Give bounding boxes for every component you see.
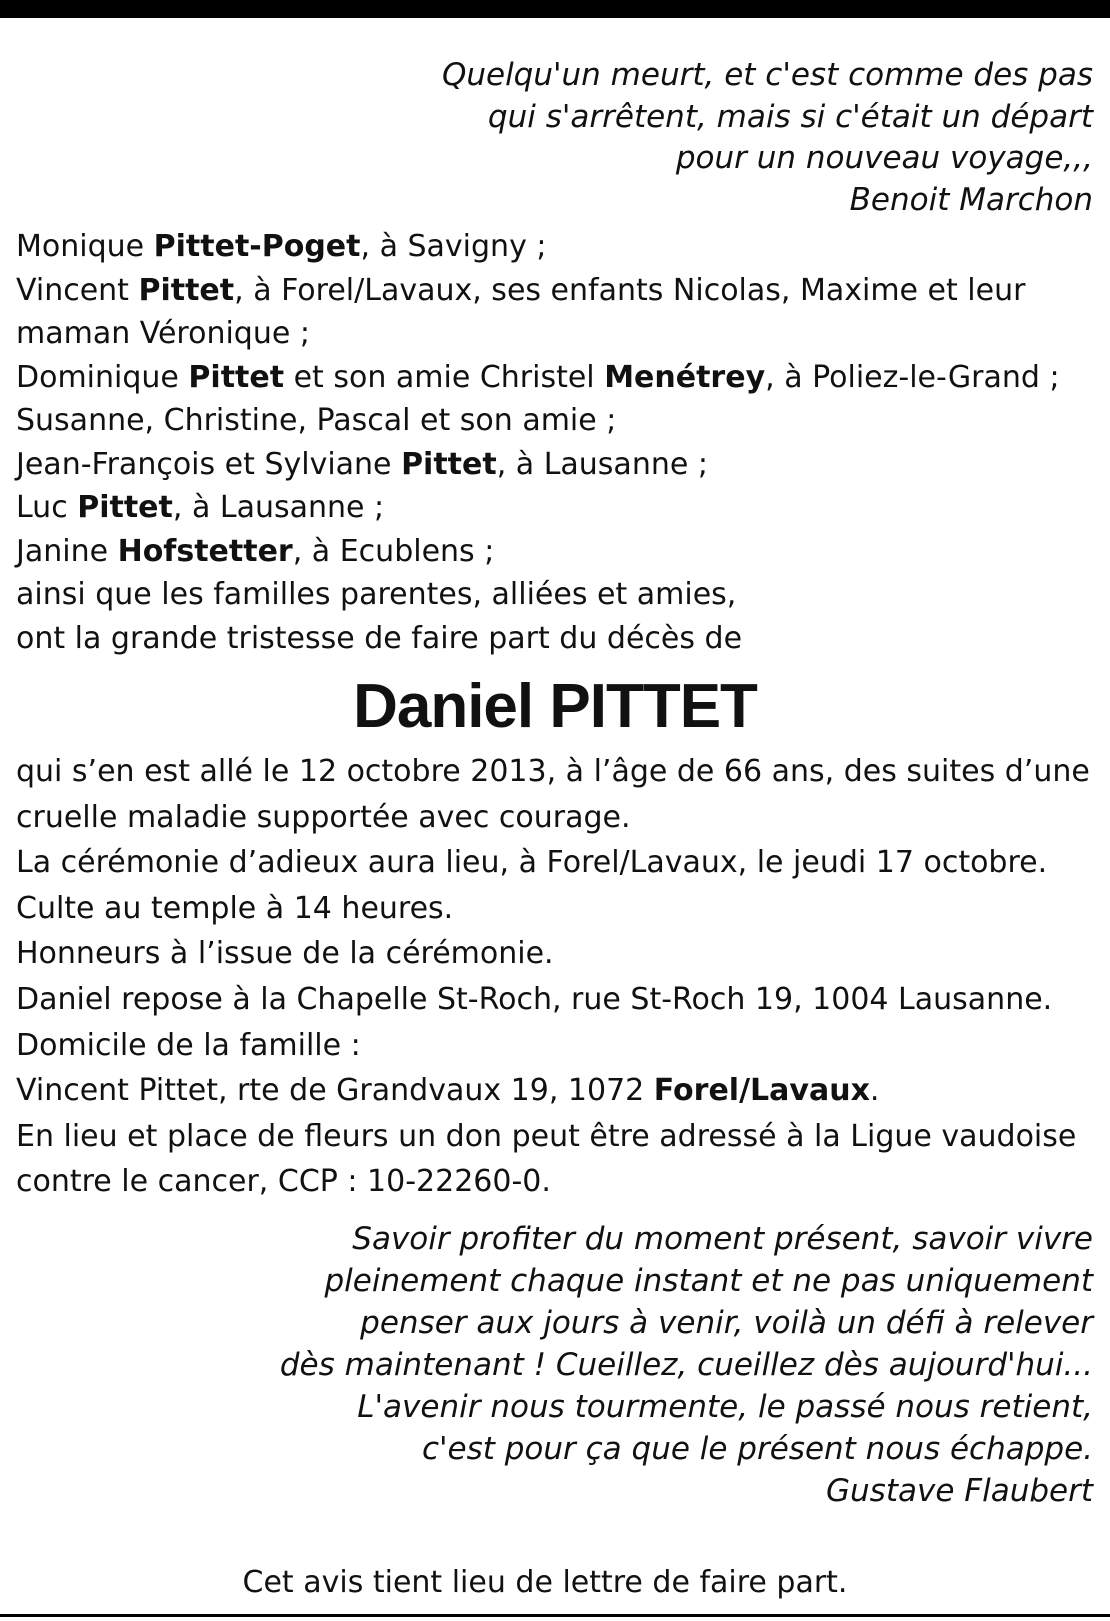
- text: , à Lausanne ;: [172, 490, 385, 525]
- text: Luc: [16, 490, 78, 525]
- text: , à Forel/Lavaux, ses enfants Nicolas, Maxime et leur: [234, 272, 1026, 308]
- text: .: [869, 1073, 880, 1109]
- text: Dominique: [16, 359, 189, 395]
- text: Jean-François et Sylviane: [16, 446, 402, 482]
- family-line: [16, 225, 1060, 269]
- family-list: [16, 225, 1060, 660]
- family-line: [16, 356, 1060, 400]
- family-line: [16, 399, 1060, 443]
- body-line: contre le cancer, CCP : 10-22260-0.: [16, 1164, 551, 1200]
- surname: Menétrey: [604, 359, 766, 395]
- quote-author: Gustave Flaubert: [826, 1473, 1093, 1509]
- bottom-border: [0, 1614, 1110, 1617]
- surname: Pittet: [188, 359, 285, 395]
- family-line: [16, 312, 1060, 356]
- deceased-name: Daniel PITTET: [353, 672, 757, 741]
- surname: Pittet: [138, 272, 235, 308]
- surname: Pittet: [401, 446, 497, 482]
- text: Janine: [16, 533, 118, 569]
- family-line: [16, 617, 1060, 661]
- opening-quote: [442, 55, 1093, 221]
- text: ainsi que les familles parentes, alliées et amies,: [16, 577, 737, 612]
- text: , à Lausanne ;: [496, 446, 708, 482]
- text: , à Ecublens ;: [292, 533, 495, 569]
- quote-line: pleinement chaque instant et ne pas uniquement: [324, 1263, 1093, 1299]
- text: ont la grande tristesse de faire part du décès de: [16, 620, 743, 656]
- quote-line: c'est pour ça que le présent nous échappe.: [421, 1431, 1093, 1467]
- body-line: [16, 1068, 1090, 1114]
- body-line: Culte au temple à 14 heures.: [16, 890, 454, 926]
- surname: Pittet-Poget: [153, 229, 361, 264]
- text: Monique: [16, 229, 154, 264]
- announcement-body: [16, 749, 1090, 1205]
- quote-line: penser aux jours à venir, voilà un défi à relever: [360, 1305, 1093, 1341]
- body-line: qui s’en est allé le 12 octobre 2013, à l’âge de 66 ans, des suites d’une: [16, 754, 1090, 789]
- surname: Hofstetter: [117, 533, 293, 569]
- text: et son amie Christel: [284, 359, 605, 395]
- family-line: [16, 486, 1060, 530]
- body-line: Daniel repose à la Chapelle St-Roch, rue St-Roch 19, 1004 Lausanne.: [16, 981, 1053, 1017]
- surname: Pittet: [77, 490, 173, 525]
- family-line: [16, 530, 1060, 574]
- family-line: [16, 573, 1060, 617]
- body-line: cruelle maladie supportée avec courage.: [16, 799, 631, 835]
- top-border: [0, 0, 1110, 18]
- body-line: Domicile de la famille :: [16, 1027, 361, 1063]
- quote-line: L'avenir nous tourmente, le passé nous retient,: [357, 1389, 1093, 1425]
- quote-line: Savoir profiter du moment présent, savoir vivre: [352, 1221, 1093, 1257]
- quote-line: dès maintenant ! Cueillez, cueillez dès aujourd'hui...: [279, 1347, 1093, 1383]
- quote-author: Benoit Marchon: [849, 181, 1093, 218]
- text: Vincent Pittet, rte de Grandvaux 19, 1072: [16, 1073, 654, 1109]
- text: , à Savigny ;: [360, 229, 547, 264]
- quote-line: pour un nouveau voyage,,,: [675, 140, 1093, 176]
- text: Susanne, Christine, Pascal et son amie ;: [16, 403, 617, 438]
- quote-line: Quelqu'un meurt, et c'est comme des pas: [441, 57, 1093, 93]
- text: Vincent: [16, 272, 139, 308]
- text: , à Poliez-le-Grand ;: [765, 359, 1060, 395]
- text: maman Véronique ;: [16, 316, 310, 351]
- family-line: [16, 269, 1060, 313]
- body-line: Honneurs à l’issue de la cérémonie.: [16, 936, 554, 972]
- quote-line: qui s'arrêtent, mais si c'était un départ: [487, 98, 1093, 135]
- body-line: La cérémonie d’adieux aura lieu, à Forel/Lavaux, le jeudi 17 octobre.: [16, 845, 1048, 881]
- footer-notice: Cet avis tient lieu de lettre de faire part.: [242, 1565, 848, 1600]
- body-line: En lieu et place de fleurs un don peut être adressé à la Ligue vaudoise: [16, 1118, 1077, 1154]
- place-name: Forel/Lavaux: [653, 1073, 870, 1109]
- family-line: [16, 443, 1060, 487]
- closing-quote: [280, 1218, 1093, 1512]
